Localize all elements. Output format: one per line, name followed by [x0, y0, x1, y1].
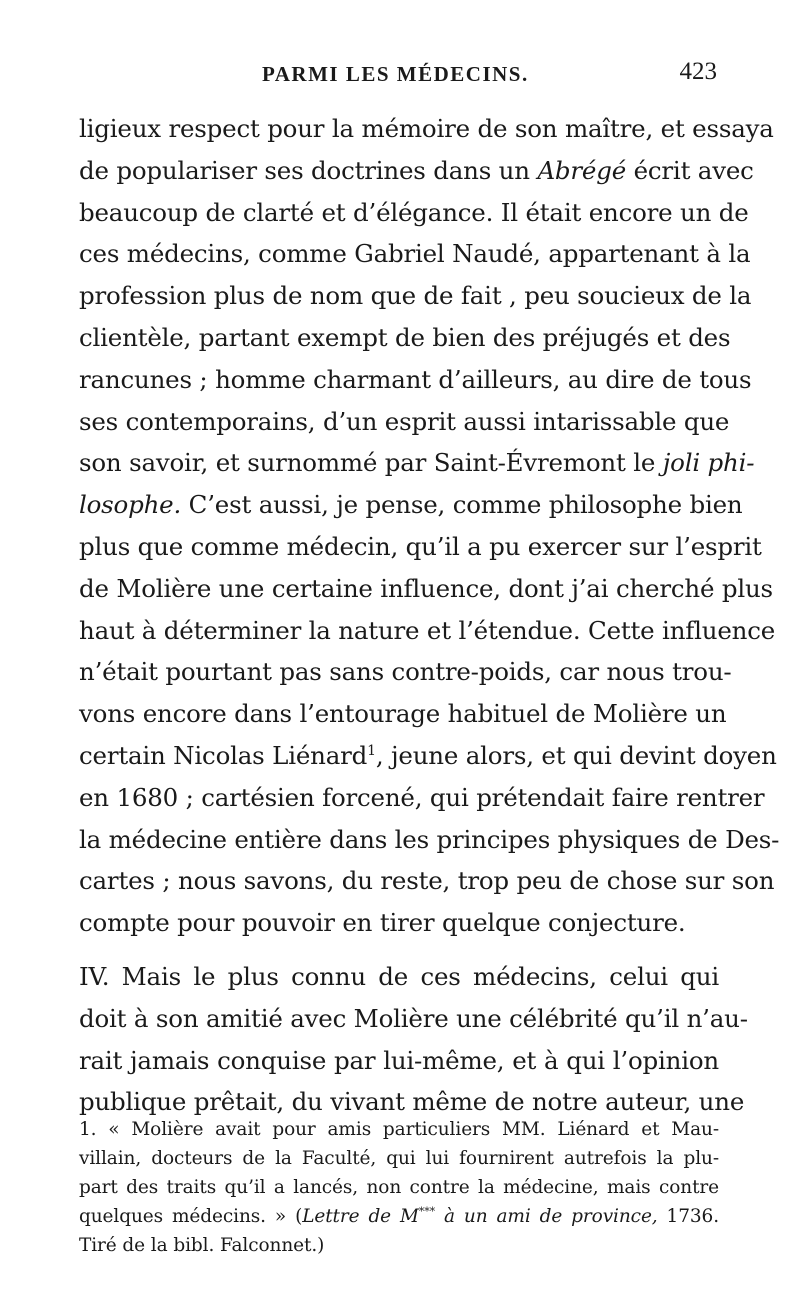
text-line: ligieux respect pour la mémoire de son maître, et essaya [79, 114, 774, 143]
italic-term: losophe. [79, 490, 182, 520]
text-line: losophe. C’est aussi, je pense, comme philosophe bien [79, 490, 743, 520]
text-line: IV. Mais le plus connu de ces médecins, celui qui [79, 961, 719, 991]
footnote-line: 1. « Molière avait pour amis particuliers MM. Liénard et Mau- [79, 1119, 719, 1140]
text-line: compte pour pouvoir en tirer quelque conjecture. [79, 908, 686, 938]
footnote-line: Tiré de la bibl. Falconnet.) [79, 1235, 325, 1256]
text-line: plus que comme médecin, qu’il a pu exercer sur l’esprit [79, 531, 762, 561]
text-line: son savoir, et surnommé par Saint-Évremont le joli phi- [79, 448, 755, 478]
italic-term: joli phi- [662, 448, 755, 478]
text-line: rait jamais conquise par lui-même, et à qui l’opinion [79, 1045, 719, 1075]
text-line: n’était pourtant pas sans contre-poids, car nous trou- [79, 657, 732, 687]
text-line: ces médecins, comme Gabriel Naudé, appartenant à la [79, 239, 751, 269]
footnote-asterisks: *** [418, 1204, 436, 1218]
running-header [0, 58, 800, 94]
paragraph-gap [79, 944, 719, 956]
footnote-line: quelques médecins. » (Lettre de M*** à un ami de province, 1736. [79, 1204, 719, 1227]
text-line: de Molière une certaine influence, dont j’ai cherché plus [79, 573, 773, 603]
text-line: clientèle, partant exempt de bien des préjugés et des [79, 322, 731, 352]
footnote-line: part des traits qu’il a lancés, non contre la médecine, mais contre [79, 1177, 719, 1198]
text-line: certain Nicolas Liénard$^1$, jeune alors, et qui devint doyen [79, 740, 777, 770]
text-line: de populariser ses doctrines dans un Abrégé écrit avec [79, 155, 754, 185]
text-line: beaucoup de clarté et d’élégance. Il était encore un de [79, 197, 749, 227]
italic-term: Abrégé [537, 155, 627, 185]
text-line: ses contemporains, d’un esprit aussi intarissable que [79, 406, 730, 436]
page-number: 423 [679, 58, 717, 85]
footnote-line: villain, docteurs de la Faculté, qui lui fournirent autrefois la plu- [79, 1148, 719, 1169]
text-line: en 1680 ; cartésien forcené, qui prétendait faire rentrer [79, 782, 765, 812]
text-line: profession plus de nom que de fait , peu soucieux de la [79, 281, 752, 311]
footnotes [79, 1115, 719, 1260]
text-line: vons encore dans l’entourage habituel de Molière un [79, 699, 727, 729]
text-line: la médecine entière dans les principes physiques de Des- [79, 824, 780, 854]
body-text [79, 108, 780, 1123]
running-title: PARMI LES MÉDECINS. [262, 62, 529, 86]
text-line: doit à son amitié avec Molière une célébrité qu’il n’au- [79, 1003, 748, 1033]
footnote-ref: 1 [367, 742, 376, 759]
text-line: rancunes ; homme charmant d’ailleurs, au dire de tous [79, 364, 752, 394]
text-line: publique prêtait, du vivant même de notre auteur, une [79, 1087, 745, 1117]
italic-term: Lettre de M [302, 1206, 419, 1227]
italic-term: à un ami de province, [435, 1206, 658, 1227]
text-line: haut à déterminer la nature et l’étendue. Cette influence [79, 615, 776, 645]
text-line: cartes ; nous savons, du reste, trop peu de chose sur son [79, 866, 775, 896]
